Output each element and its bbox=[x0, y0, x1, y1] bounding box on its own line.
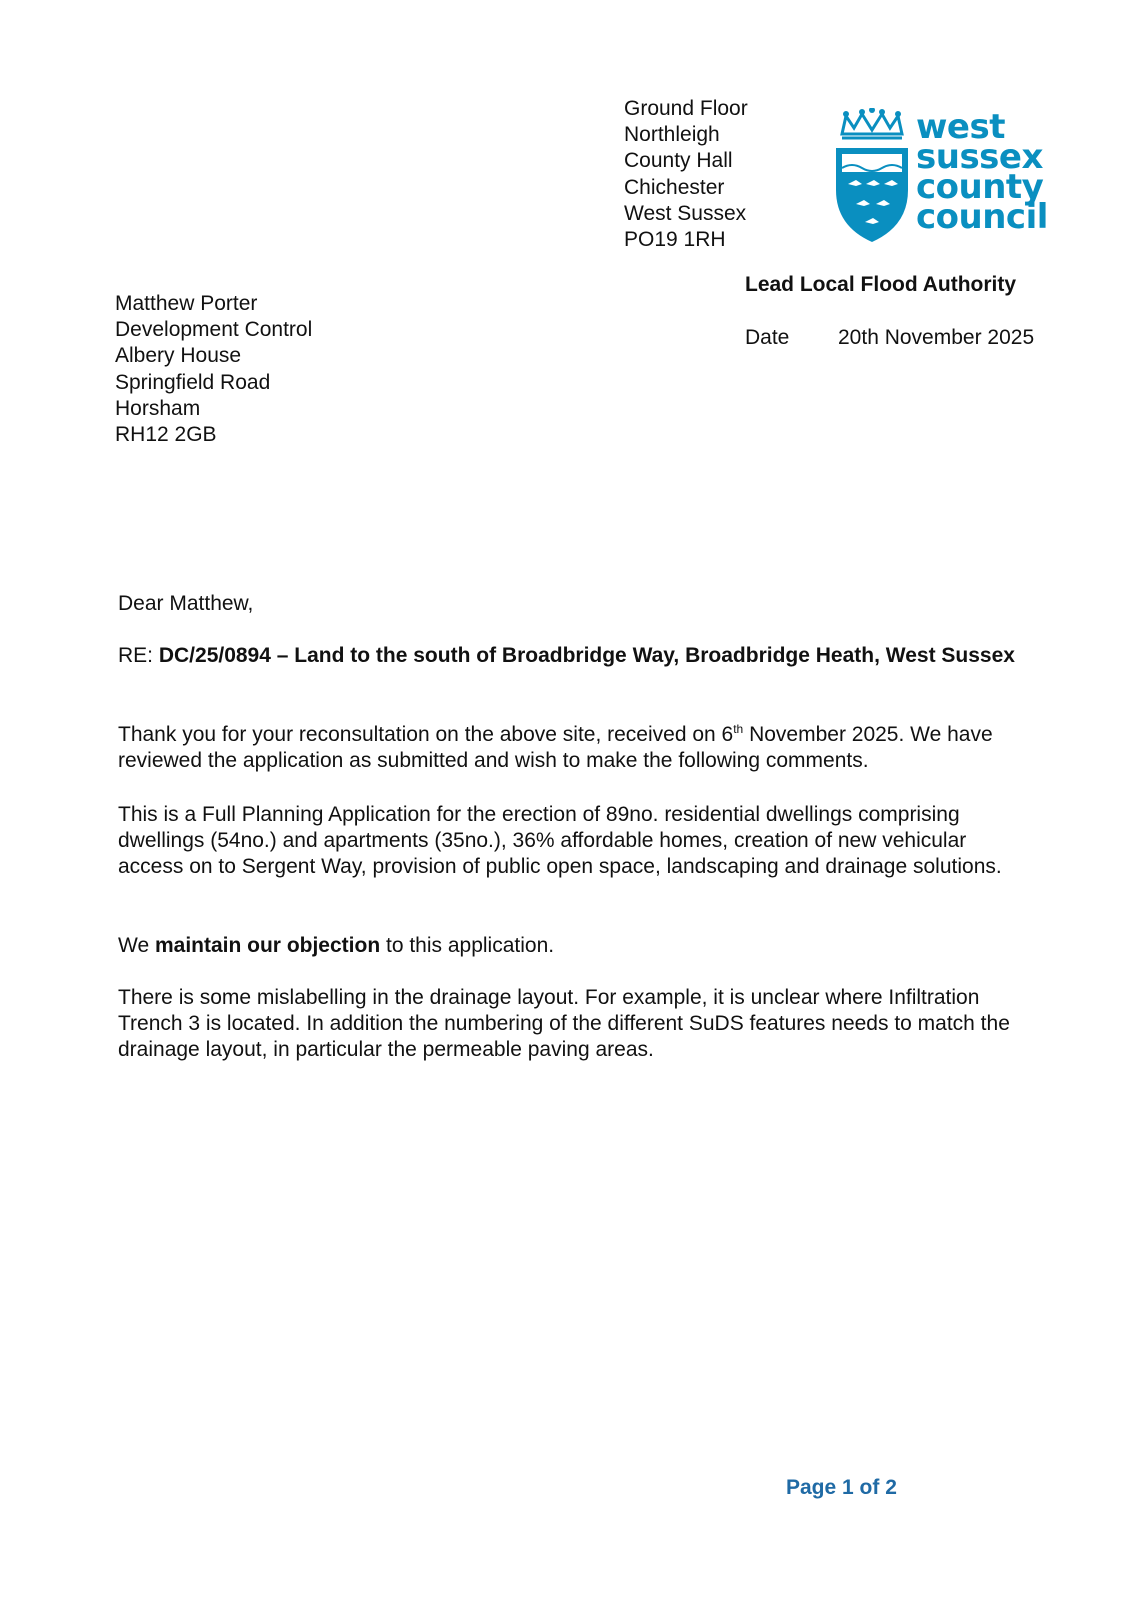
logo-word: county bbox=[916, 167, 1044, 207]
council-logo bbox=[832, 108, 1062, 248]
sender-address-line: Ground Floor bbox=[624, 97, 748, 120]
recipient-address bbox=[115, 291, 312, 448]
logo-word: sussex bbox=[916, 137, 1043, 177]
authority-heading: Lead Local Flood Authority bbox=[745, 273, 1017, 296]
logo-word: council bbox=[916, 197, 1048, 237]
council-logo-wordmark bbox=[916, 107, 1048, 237]
paragraph-application-description bbox=[118, 802, 1028, 881]
date-row bbox=[745, 326, 1035, 350]
sender-address bbox=[624, 96, 748, 253]
para1-superscript: th bbox=[733, 722, 744, 736]
para2-text: This is a Full Planning Application for the erection of 89no. residential dwellings comprising dwellings (54no.) and apartments (35no.), 36% affordable homes, creation of new vehicular access on to Sergent Way, provision of public open space, landscaping and drainage solutions. bbox=[118, 803, 1002, 879]
re-subject: DC/25/0894 – Land to the south of Broadbridge Way, Broadbridge Heath, West Sussex bbox=[158, 644, 1015, 667]
crown-shield-icon bbox=[832, 108, 912, 248]
paragraph-reconsultation bbox=[118, 722, 1028, 774]
para1-text: Thank you for your reconsultation on the above site, received on 6 bbox=[118, 723, 734, 746]
sender-address-line: West Sussex bbox=[624, 201, 747, 225]
recipient-address-line: Springfield Road bbox=[115, 370, 271, 394]
sender-address-line: PO19 1RH bbox=[624, 228, 726, 252]
sender-address-line: Chichester bbox=[624, 175, 725, 199]
salutation: Dear Matthew, bbox=[118, 592, 254, 615]
logo-word: west bbox=[916, 107, 1005, 147]
re-prefix: RE: bbox=[118, 644, 159, 667]
para3-bold-text: maintain our objection bbox=[154, 934, 381, 957]
recipient-address-line: Albery House bbox=[115, 344, 242, 368]
re-line bbox=[118, 643, 1028, 669]
para3-text: We bbox=[118, 934, 155, 957]
para1-text-continued: November 2025. We have reviewed the application as submitted and wish to make the following comments. bbox=[118, 723, 993, 773]
para4-text: There is some mislabelling in the drainage layout. For example, it is unclear where Infiltration Trench 3 is located. In addition the numbering of the different SuDS features needs to match the drainage layout, in particular the permeable paving areas. bbox=[118, 986, 1010, 1062]
recipient-address-line: Matthew Porter bbox=[115, 292, 258, 315]
sender-address-line: County Hall bbox=[624, 149, 733, 173]
recipient-address-line: Development Control bbox=[115, 318, 313, 342]
date-value: 20th November 2025 bbox=[838, 326, 1035, 349]
page-number: Page 1 of 2 bbox=[786, 1476, 897, 1499]
recipient-address-line: Horsham bbox=[115, 396, 201, 420]
recipient-address-line: RH12 2GB bbox=[115, 423, 217, 447]
paragraph-drainage-layout bbox=[118, 985, 1028, 1064]
para3-text-continued: to this application. bbox=[380, 934, 555, 957]
sender-address-line: Northleigh bbox=[624, 123, 720, 147]
date-label: Date bbox=[745, 326, 790, 349]
paragraph-objection bbox=[118, 933, 1028, 959]
